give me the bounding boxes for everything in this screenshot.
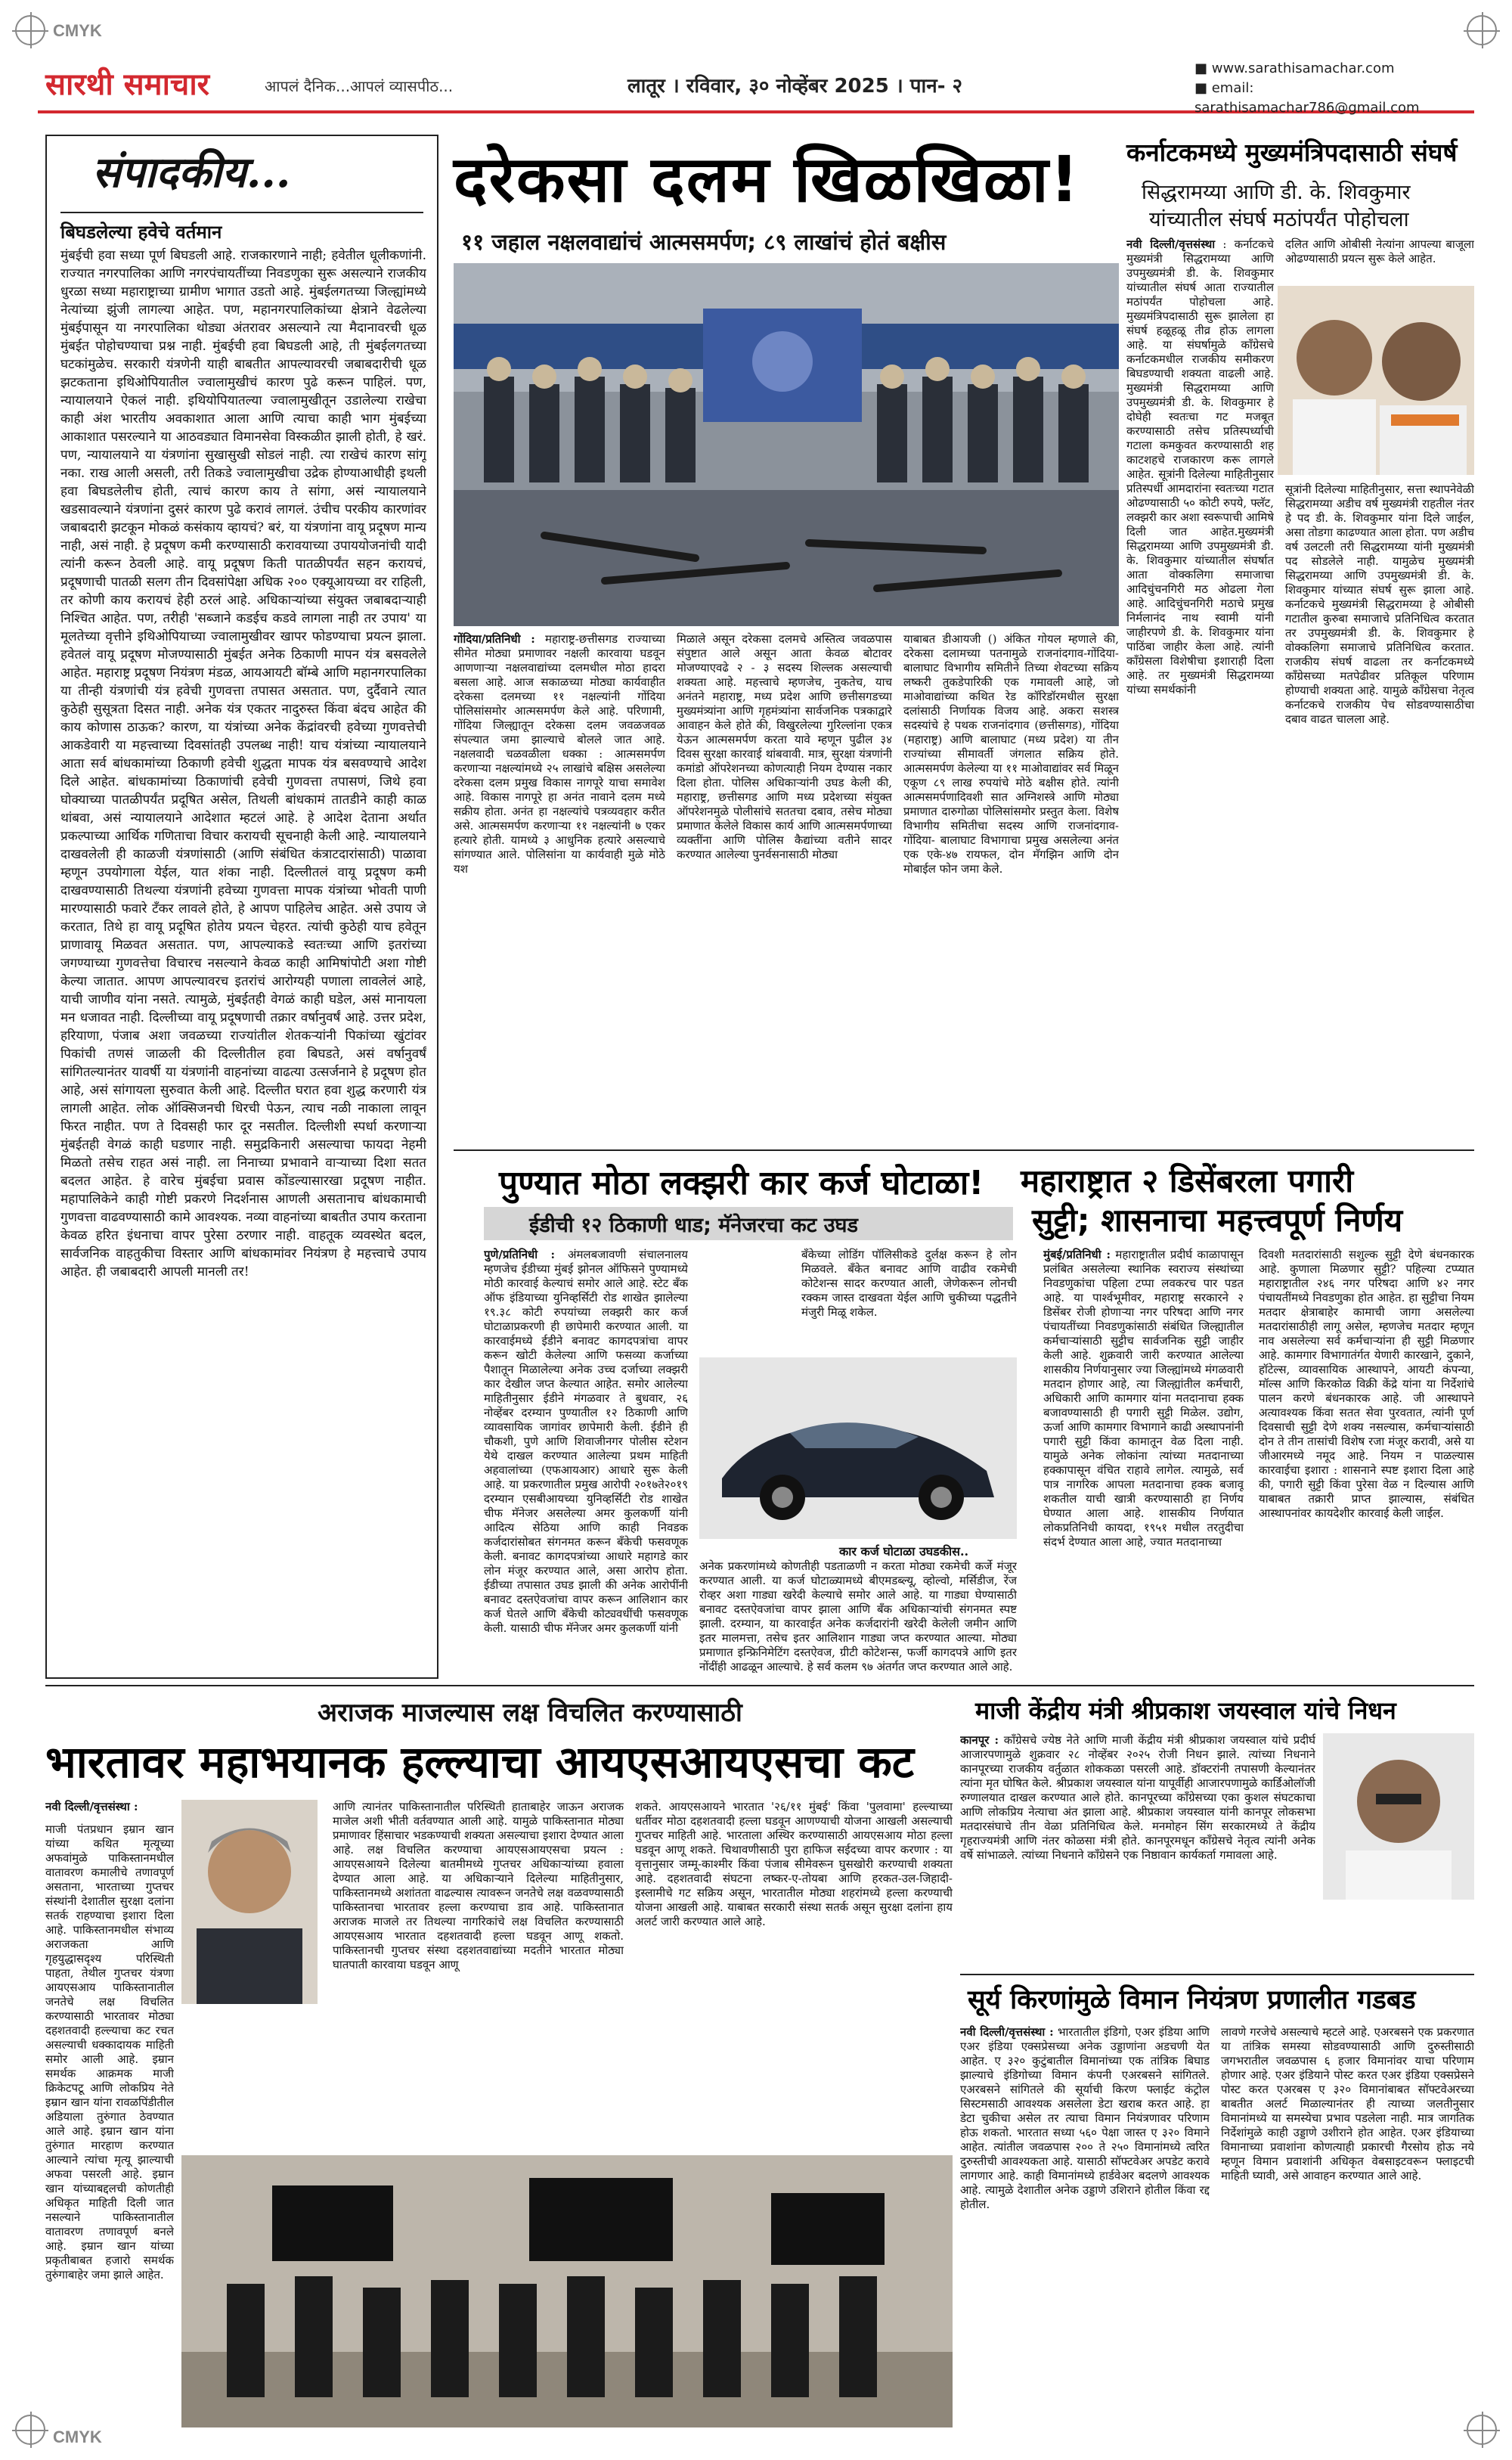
lead-column-3: याबाबत डीआयजी () अंकित गोयल म्हणाले की, दरेकसा दलामच्या पतनामुळे राजनांदगाव-गोंदिया-बालाघाट विभागीय समितीने तिच्या शेवटच्या सक्रिय लष्करी तुकडेपारिकी एक गमावली आहे, जो माओवाद्यांच्या कथित रेड कॉरिडॉरमधील सुरक्षा दलांसाठी निर्णायक विजय आहे. अकरा सशस्त्र सदस्यांचे हे पथक राजनांदगाव (छत्तीसगड), गोंदिया (महाराष्ट्र) आणि बालाघाट (मध्य प्रदेश) या तीन राज्यांच्या सीमावर्ती जंगलात सक्रिय होते. आत्मसमर्पण केलेल्या या ११ माओवाद्यांवर सर्व मिळून एकूण ८९ लाख रुपयांचे मोठे बक्षीस होते. त्यांनी आत्मसमर्पणादिवशी सात अग्निशस्त्रे आणि मोठ्या प्रमाणात दारुगोळा पोलिसांसमोर प्रस्तुत केला. विशेष विभागीय समितीचा सदस्य आणि राजनांदगाव-गोंदिया- बालाघाट विभागाचा प्रमुख असलेल्या अनंत एक एके-४७ रायफल, दोन मॅगझिन आणि दोन मोबाईल फोन जमा केले. (903, 632, 1119, 876)
karnataka-photo (1278, 286, 1474, 475)
isi-headline: भारतावर महाभयानक हल्ल्याचा आयएसआयएसचा कट (45, 1736, 915, 1788)
aviation-byline: नवी दिल्ली/वृत्तसंस्था : (960, 2025, 1054, 2039)
isi-story (45, 1694, 953, 2427)
divider (45, 1685, 1474, 1686)
tagline: आपलं दैनिक...आपलं व्यासपीठ... (265, 77, 454, 95)
pune-headline: पुण्यात मोठा लक्झरी कार कर्ज घोटाळा! (499, 1164, 984, 1202)
holiday-column-1 (1043, 1248, 1244, 1675)
cmyk-mark-top: CMYK (53, 21, 102, 40)
karnataka-subheadline-1: सिद्धरामय्या आणि डी. के. शिवकुमार (1142, 181, 1411, 204)
registration-mark-icon (1467, 15, 1497, 45)
registration-mark-icon (15, 2415, 45, 2445)
pune-subheadline-bar (484, 1207, 1013, 1240)
obit-body-block (960, 1733, 1315, 1960)
aviation-column-2: लावणे गरजेचे असल्याचे म्हटले आहे. एअरबसने एक प्रकरणात या तांत्रिक समस्या सोडवण्यासाठी आणि दुरुस्तीसाठी जगभरातील जवळपास ६ हजार विमानांवर याचा परिणाम होणार आहे. एअर इंडियाने पोस्ट करत एअर इंडिया एक्सप्रेसने पोस्ट करत एअरबस ए ३२० विमानांबाबत सॉफ्टवेअरच्या बाबतीत अलर्ट मिळाल्यानंतर ही त्याच्या जलतीनुसार विमानांमध्ये या समस्येचा प्रभाव पडलेला नाही. मात्र जागतिक निर्देशांमुळे काही उड्डाणे उशीराने होत आहेत. एअर इंडियाच्या विमानाच्या प्रवाशांना कोणत्याही प्रकारची गैरसोय होऊ नये म्हणून विमान प्रवाशांनी अधिकृत वेबसाइटवरून फ्लाइटची माहिती घ्यावी, असे आवाहन करण्यात आले आहे. (1221, 2025, 1474, 2182)
masthead (38, 53, 1474, 116)
pune-column-2: अनेक प्रकरणांमध्ये कोणतीही पडताळणी न करता मोठ्या रकमेची कर्जे मंजूर करण्यात आली. या कर्ज घोटाळ्यामध्ये बीएमडब्ल्यू, व्होल्वो, मर्सिडीज, रेंज रोव्हर अशा गाड्या खरेदी केल्याचे समोर आले आहे. या गाड्या घेण्यासाठी बनावट दस्तऐवजांचा वापर झाला आणि बँक अधिकाऱ्यांची संगनमत स्पष्ट झाली. दरम्यान, या कारवाईत अनेक कर्जदारांनी खरेदी केलेली जमीन आणि इतर मालमत्ता, तसेच इतर आलिशान गाड्या जप्त करण्यात आल्या. मोठ्या प्रमाणात इन्फ्रिनिमेटिंग दस्तऐवज, ग्रीटी कोटेशन्स, फर्जी कागदपत्रे आणि इतर नोंदींही आढळून आल्याचे. हे सर्व कलम ९७ अंतर्गत जप्त करण्यात आले आहे. (699, 1559, 1017, 1673)
obit-story (960, 1694, 1474, 1966)
portrait-photo-icon (181, 1800, 318, 2004)
karnataka-column-2-top: दलित आणि ओबीसी नेत्यांना आपल्या बाजूला ओढण्यासाठी प्रयत्न सुरू केले आहेत. (1285, 237, 1474, 265)
holiday-byline: मुंबई/प्रतिनिधी : (1043, 1248, 1111, 1261)
editorial-headline: बिघडलेल्या हवेचे वर्तमान (60, 222, 222, 243)
divider (454, 1149, 1474, 1151)
lead-photo (454, 263, 1119, 626)
cmyk-mark-bottom: CMYK (53, 2427, 102, 2446)
karnataka-story (1126, 135, 1474, 1140)
aviation-col1-text: भारतातील इंडिगो, एअर इंडिया आणि एअर इंडिया एक्सप्रेसच्या अनेक उड्डाणांना अडचणी येत आहेत. ए ३२० कुटुंबातील विमानांच्या एक तांत्रिक बिघाड झाल्याचे इंडिगोच्या विमान कंपनी एअरबसने सांगितले. एअरबसने सांगितले की सूर्याची किरण फ्लाईट कंट्रोल सिस्टमसाठी आवश्यक असलेला डेटा खराब करत आहे. हा डेटा चुकीचा असेल तर त्याचा विमान नियंत्रणावर परिणाम होऊ शकतो. भारतात सध्या ५६० पेक्षा जास्त ए ३२० विमाने आहेत. त्यांतील जवळपास २०० ते २५० विमानांमध्ये त्वरित दुरुस्तीची आवश्यकता आहे. यासाठी सॉफ्टवेअर अपडेट करावे लागणार आहे. काही विमानांमध्ये हार्डवेअर बदलणे आवश्यक आहे. त्यामुळे देशातील अनेक उड्डाणे उशिराने होतील किंवा रद्द होतील. (960, 2025, 1210, 2211)
aviation-column-1 (960, 2025, 1210, 2426)
aviation-headline: सूर्य किरणांमुळे विमान नियंत्रण प्रणालीत गडबड (968, 1985, 1416, 2015)
brand-name: सारथी समाचार (45, 67, 210, 102)
holiday-col1-text: महाराष्ट्रातील प्रदीर्घ काळापासून प्रलंबित असलेल्या स्थानिक स्वराज्य संस्थांच्या निवडणुकांचा पहिला टप्पा लवकरच पार पडत आहे. या पार्श्वभूमीवर, महाराष्ट्र सरकारने २ डिसेंबर रोजी होणाऱ्या नगर परिषदा आणि नगर पंचायतींच्या निवडणुकांसाठी संबंधित जिल्ह्यातील कर्मचाऱ्यांसाठी सुट्टीच सार्वजनिक सुट्टी जाहीर केली आहे. शुक्रवारी जारी करण्यात आलेल्या शासकीय निर्णयानुसार ज्या जिल्ह्यांमध्ये मंगळवारी मतदान होणार आहे, त्या जिल्ह्यांतील कर्मचारी, अधिकारी आणि कामगार यांना मतदानाचा हक्क बजावण्यासाठी ही पगारी सुट्टी मिळेल. उद्योग, ऊर्जा आणि कामगार विभागाने काढी अस्थापनांनी पगारी सुट्टी किंवा कामातून वेळ दिला नाही. यामुळे अनेक लोकांना त्यांच्या मतदानाच्या हक्कापासून वंचित राहावे लागेल. त्यामुळे, सर्व पात्र नागरिक आपला मतदानाचा हक्क बजावू शकतील याची खात्री करण्यासाठी हा निर्णय घेण्यात आला आहे. शासकीय निर्णयात लोकप्रतिनिधी कायदा, १९५१ मधील तरतुदीचा संदर्भ देण्यात आला आहे, ज्यात मतदानाच्या (1043, 1248, 1244, 1549)
obit-headline: माजी केंद्रीय मंत्री श्रीप्रकाश जयस्वाल यांचे निधन (975, 1696, 1396, 1725)
editorial-box (45, 135, 438, 1679)
karnataka-column-1 (1126, 237, 1274, 1137)
email[interactable]: email: sarathisamachar786@gmail.com (1194, 80, 1420, 116)
isi-photo (181, 2155, 953, 2427)
isi-portrait (181, 1800, 318, 2004)
pune-photo (699, 1357, 1017, 1539)
isi-column-2: आणि त्यानंतर पाकिस्तानातील परिस्थिती हाताबाहेर जाऊन अराजक माजेल अशी भीती वर्तवण्यात आली आहे. यामुळे पाकिस्तानात मोठ्या प्रमाणावर हिंसाचार भडकण्याची शक्यता असल्याचा इशारा देण्यात आला आहे. लक्ष विचलित करण्याचा आयएसआयएसचा प्रयत्न : आयएसआयने दिलेल्या बातमीमध्ये गुप्तचर अधिकाऱ्यांच्या हवाला देण्यात आला आहे. या अधिकाऱ्याने दिलेल्या माहितीनुसार, पाकिस्तानमध्ये अशांतता वाढल्यास त्यावरून जनतेचे लक्ष वळवण्यासाठी पाकिस्तानचा भारतावर हल्ला करण्याचा डाव आहे. पाकिस्तानात अराजक माजले तर तिथल्या नागरिकांचे लक्ष विचलित करण्यासाठी आयएसआय भारतात दहशतवादी हल्ला घडवून आणू शकतो. पाकिस्तानची गुप्तचर संस्था दहशतवाद्यांच्या मदतीने भारतात मोठ्या घातपाती कारवाया घडवून आणू (333, 1800, 624, 1971)
portrait-photo-icon (1323, 1733, 1474, 1900)
contact-block (1194, 59, 1474, 118)
portrait-photo-icon (1278, 286, 1474, 475)
mail-icon: ■ (1194, 80, 1212, 96)
isi-byline: नवी दिल्ली/वृत्तसंस्था : (45, 1800, 138, 1813)
lead-byline: गोंदिया/प्रतिनिधी : (454, 632, 535, 646)
lead-headline: दरेकसा दलम खिळखिळा! (454, 142, 1080, 216)
pune-image-caption: कार कर्ज घोटाळा उघडकीस.. (839, 1544, 969, 1559)
registration-mark-icon (15, 15, 45, 45)
isi-kicker: अराजक माजल्यास लक्ष विचलित करण्यासाठी (318, 1698, 742, 1728)
karnataka-column-2: सूत्रांनी दिलेल्या माहितीनुसार, सत्ता स्थापनेवेळी सिद्धरामय्या अडीच वर्ष मुख्यमंत्री राहतील नंतर हे पद डी. के. शिवकुमार यांना दिले जाईल, असा तोडगा काढण्यात आला होता. पण अडीच वर्ष उलटली तरी सिद्धरामय्या यांनी मुख्यमंत्री पद सोडलेले नाही. यामुळेच मुख्यमंत्री सिद्धरामय्या आणि उपमुख्यमंत्री डी. के. शिवकुमार यांच्यात संघर्ष सुरू झाला आहे. कर्नाटकचे मुख्यमंत्री सिद्धरामय्या हे ओबीसी गटातील कुरुबा समाजाचे प्रतिनिधित्व करतात तर उपमुख्यमंत्री डी. के. शिवकुमार हे वोक्कलिगा समाजाचे प्रतिनिधित्व करतात. राजकीय संघर्ष वाढला तर कर्नाटकमध्ये काँग्रेसच्या मतपेढीवर प्रतिकूल परिणाम होण्याची शक्यता आहे. यामुळे काँग्रेसचा नेतृत्व कर्नाटकचे राजकीय पेच सोडवण्यासाठीचा दबाव वाढत चालला आहे. (1285, 482, 1474, 726)
karnataka-byline: नवी दिल्ली/वृत्तसंस्था (1126, 237, 1216, 251)
camera-photo-icon (454, 263, 1119, 626)
lead-column-2: मिळाले असून दरेकसा दलमचे अस्तित्व जवळपास संपुष्टात आले असून आता केवळ बोटावर मोजण्याएवढे २ - ३ सदस्य शिल्लक असल्याची शक्यता आहे. महत्त्वाचे म्हणजेच, नुकतेच, याच अनंतने महाराष्ट्र, मध्य प्रदेश आणि छत्तीसगडच्या मुख्यमंत्र्यांना आणि गृहमंत्र्यांना सार्वजनिक पत्रकाद्वारे आवाहन केले होते की, विखुरलेल्या गुरिल्लांना एकत्र येऊन आत्मसमर्पण करता यावे म्हणून पुढील ३४ दिवस सुरक्षा कारवाई थांबवावी. मात्र, सुरक्षा यंत्रणांनी कमांडो ऑपरेशनच्या कोणत्याही नियम देण्यास नकार दिला होता. पोलिस अधिकाऱ्यांनी उघड केली की, महाराष्ट्र, छत्तीसगड आणि मध्य प्रदेशच्या संयुक्त ऑपरेशनमुळे पोलीसांचे सततचा दबाव, तसेच मोठ्या प्रमाणात केलेले विकास कार्य आणि आत्मसमर्पणाच्या व्यक्तींना आणि पोलिस कैद्यांच्या वतीने सादर करण्यात आलेल्या पुनर्वसनासाठी मोठ्या (677, 632, 892, 861)
holiday-headline-2: सुट्टी; शासनाचा महत्त्वपूर्ण निर्णय (1032, 1202, 1403, 1239)
pune-column-2-top: बँकेच्या लोडिंग पॉलिसीकडे दुर्लक्ष करून हे लोन मिळवले. बँकेत बनावट आणि वाढीव रकमेची कोटेशन्स सादर करण्यात आली, जेणेकरून लोनची रक्कम जास्त दाखवता येईल आणि चुकीच्या पद्धतीने मंजुरी मिळू शकेल. (801, 1248, 1017, 1319)
divider (60, 212, 423, 213)
obit-body: काँग्रेसचे ज्येष्ठ नेते आणि माजी केंद्रीय मंत्री श्रीप्रकाश जयस्वाल यांचे प्रदीर्घ आजारपणामुळे शुक्रवार २८ नोव्हेंबर २०२५ रोजी निधन झाले. त्यांच्या निधनाने कानपूरच्या राजकीय वर्तुळात शोककळा पसरली आहे. डॉक्टरांनी तपासणी केल्यानंतर त्यांना मृत घोषित केले. श्रीप्रकाश जयस्वाल यांना यापूर्वीही आजारपणामुळे कार्डिओलॉजी रुग्णालयात दाखल करण्यात आले होते. कानपूरच्या काँग्रेसच्या एका कुशल संघटकाचा आणि लोकप्रिय नेत्याचा अंत झाला आहे. श्रीप्रकाश जयस्वाल यांनी कानपूर लोकसभा मतदारसंघाचे तीन वेळा प्रतिनिधित्व केले. मनमोहन सिंग सरकारमध्ये ते केंद्रीय गृहराज्यमंत्री आणि नंतर कोळसा मंत्री होते. कानपूरमधून काँग्रेसचे नेतृत्व त्यांनी अनेक वर्षे सांभाळले. त्यांच्या निधनाने काँग्रेसने एक निष्ठावान कार्यकर्ता गमावला आहे. (960, 1733, 1315, 1862)
dateline: लातूर । रविवार, ३० नोव्हेंबर 2025 । पान- २ (627, 75, 963, 98)
obit-portrait (1323, 1733, 1474, 1900)
lead-subheadline: ११ जहाल नक्षलवाद्यांचं आत्मसमर्पण; ८९ लाखांचं होतं बक्षीस (461, 229, 947, 255)
karnataka-subheadline-2: यांच्यातील संघर्ष मठांपर्यंत पोहोचला (1149, 208, 1409, 231)
karnataka-col1-text: : कर्नाटकचे मुख्यमंत्री सिद्धरामय्या आणि उपमुख्यमंत्री डी. के. शिवकुमार यांच्यातील संघर्ष आता राज्यातील मठांपर्यंत पोहोचला आहे. मुख्यमंत्रिपदासाठी सुरू झालेला हा संघर्ष हळूहळू तीव्र होऊ लागला आहे. या संघर्षामुळे काँग्रेसचे कर्नाटकमधील राजकीय समीकरण बिघडण्याची शक्यता वाढली आहे. मुख्यमंत्री सिद्धरामय्या आणि उपमुख्यमंत्री डी. के. शिवकुमार हे दोघेही स्वतःचा गट मजबूत करण्यासाठी तसेच प्रतिस्पर्ध्याची गटाला कमकुवत करण्यासाठी शह काटशहचे राजकारण करू लागले आहेत. सूत्रांनी दिलेल्या माहितीनुसार प्रतिस्पर्धी आमदारांना स्वतःच्या गटात ओढण्यासाठी ५० कोटी रुपये, फ्लॅट, लक्झरी कार अशा स्वरूपाची आमिषे दिली जात आहेत.मुख्यमंत्री सिद्धरामय्या आणि उपमुख्यमंत्री डी. के. शिवकुमार यांच्यातील संघर्षात आता वोक्कलिगा समाजाचा आदिचुंचनगिरी मठ ओढला गेला आहे. आदिचुंचनगिरी मठाचे प्रमुख निर्मलानंद नाथ स्वामी यांनी जाहीरपणे डी. के. शिवकुमार यांना पाठिंबा जाहीर केला आहे. त्यांनी काँग्रेसला विशेषीचा इशाराही दिला आहे. तर मुख्यमंत्री सिद्धरामय्या यांच्या समर्थकांनी (1126, 237, 1274, 696)
karnataka-headline: कर्नाटकमध्ये मुख्यमंत्रिपदासाठी संघर्ष (1126, 138, 1458, 167)
lead-col1-text: महाराष्ट्र-छत्तीसगड राज्याच्या सीमेत मोठ्या प्रमाणावर नक्षली कारवाया घडवून आणणाऱ्या नक्षलवाद्यांच्या दलमधील मोठा हादरा बसला आहे. आज सकाळच्या मोठ्या कार्यवाहीत दरेकसा दलमच्या ११ नक्षल्यांनी गोंदिया पोलिसांसमोर आत्मसमर्पण केले आहे. परिणामी, गोंदिया जिल्ह्यातून दरेकसा दलम जवळजवळ संपल्यात जमा झाल्याचे बोलले जात आहे. नक्षलवादी चळवळीला धक्का : आत्मसमर्पण करणाऱ्या नक्षल्यांमध्ये २५ लाखांचे बक्षिस असलेल्या दरेकसा दलम प्रमुख विकास नागपूरे याचा समावेश आहे. विकास नागपूरे हा अनंत नावाने दलम मध्ये सक्रीय होता. अनंत हा नक्षल्यांचे पत्रव्यवहार करीत असे. आत्मसमर्पण करणाऱ्या ११ नक्षल्यांनी ७ एकर हत्यारे होती. यामध्ये ३ आधुनिक हत्यारे असल्याचे सांगण्यात आले. पोलिसांना या कार्यवाही मुळे मोठे यश (454, 632, 665, 876)
holiday-headline-1: महाराष्ट्रात २ डिसेंबरला पगारी (1021, 1162, 1354, 1199)
car-photo-icon (699, 1357, 1017, 1539)
aviation-story (960, 1981, 1474, 2427)
flag-photo-icon (181, 2155, 953, 2427)
isi-column-3: शकते. आयएसआयने भारतात '२६/११ मुंबई' किंवा 'पुलवामा' हल्ल्याच्या धर्तीवर मोठा दहशतवादी हल्ला घडवून आणण्याची योजना आखली असल्याची गुप्तचर माहिती आहे. भारताला अस्थिर करण्यासाठी आयएसआय मोठा हल्ला घडवून आणू शकते. चिथावणीसाठी पुरा हाफिज सईदच्या वापर करणार : या वृत्तानुसार जम्मू-काश्मीर किंवा पंजाब सीमेवरून घुसखोरी करण्याची शक्यता आहे. दहशतवादी संघटना लष्कर-ए-तोयबा आणि हरकत-उल-जिहादी-इस्लामीचे गट सक्रिय असून, भारतातील मोठ्या शहरांमध्ये हल्ला करण्याची योजना आखली आहे. याबाबत सरकारी संस्था सतर्क असून सुरक्षा दलांना हाय अलर्ट जारी करण्यात आले आहे. (635, 1800, 953, 1928)
pune-col1-text: अंमलबजावणी संचालनालय म्हणजेच ईडीच्या मुंबई झोनल ऑफिसने पुण्यामध्ये मोठी कारवाई केल्याचं समोर आले आहे. स्टेट बँक ऑफ इंडियाच्या युनिव्हर्सिटी रोड शाखेत झालेल्या १९.३८ कोटी रुपयांच्या लक्झरी कार कर्ज घोटाळाप्रकरणी ही छापेमारी करण्यात आली. या कारवाईमध्ये ईडीने बनावट कागदपत्रांचा वापर करून खोटी केलेल्या आणि फसव्या कर्जाच्या पैशातून मिळालेल्या अनेक उच्च दर्जाच्या लक्झरी कार देखील जप्त केल्यात आहेत. समोर आलेल्या माहितीनुसार ईडीने मंगळवार ते बुधवार, २६ नोव्हेंबर दरम्यान पुण्यातील १२ ठिकाणी आणि व्यावसायिक जागांवर छापेमारी केली. ईडीने ही चौकशी, पुणे आणि शिवाजीनगर पोलीस स्टेशन येथे दाखल करण्यात आलेल्या प्रथम माहिती अहवालांच्या (एफआयआर) आधारे सुरू केली आहे. या प्रकरणातील प्रमुख आरोपी २०१७ते२०१९ दरम्यान एसबीआयच्या युनिव्हर्सिटी रोड शाखेत चीफ मॅनेजर असलेल्या अमर कुलकर्णी यांनी आदित्य सेठिया आणि काही निवडक कर्जदारांसोबत संगनमत करून बँकेची फसवणूक केली. बनावट कागदपत्रांच्या आधारे महागडे कार लोन मंजूर करण्यात आले, असा आरोप होता. ईडीच्या तपासात उघड झाली की अनेक आरोपींनी बनावट दस्तऐवजांचा वापर करून आलिशान कार कर्ज घेतले आणि बँकेची कोट्यवधींची फसवणूक केली. यासाठी चीफ मॅनेजर अमर कुलकर्णी यांनी (484, 1248, 688, 1635)
isi-column-1: माजी पंतप्रधान इम्रान खान यांच्या कथित मृत्यूच्या अफवांमुळे पाकिस्तानमधील वातावरण कमालीचे तणावपूर्ण असताना, भारताच्या गुप्तचर संस्थांनी देशातील सुरक्षा दलांना सतर्क राहण्याचा इशारा दिला आहे. पाकिस्तानमधील संभाव्य अराजकता आणि गृहयुद्धासदृश्य परिस्थिती पाहता, तेथील गुप्तचर यंत्रणा आयएसआय पाकिस्तानातील जनतेचे लक्ष विचलित करण्यासाठी भारतावर मोठ्या दहशतवादी हल्ल्याचा कट रचत असल्याची धक्कादायक माहिती समोर आली आहे. इम्रान समर्थक आक्रमक माजी क्रिकेटपटू आणि लोकप्रिय नेते इम्रान खान यांना रावळपिंडीतील अडियाला तुरुंगात ठेवण्यात आले आहे. इम्रान खान यांना तुरुंगात मारहाण करण्यात आल्याने त्यांचा मृत्यू झाल्याची अफवा पसरली आहे. इम्रान खान यांच्याबद्दलची कोणतीही अधिकृत माहिती दिली जात नसल्याने पाकिस्तानातील वातावरण तणावपूर्ण बनले आहे. इम्रान खान यांच्या प्रकृतीबाबत हजारो समर्थक तुरुंगाबाहेर जमा झाले आहेत. (45, 1823, 174, 2282)
divider (960, 1974, 1474, 1975)
lead-column-1 (454, 632, 665, 1139)
holiday-column-2: दिवशी मतदारांसाठी सशुल्क सुट्टी देणे बंधनकारक आहे. कुणाला मिळणार सुट्टी? पहिल्या टप्प्यात महाराष्ट्रातील २४६ नगर परिषदा आणि ४२ नगर पंचायतींमध्ये निवडणुका होत आहेत. हा सुट्टीचा नियम मतदार क्षेत्राबाहेर कामाची जागा असलेल्या मतदारांसाठीही लागू असेल, म्हणजेच मतदार म्हणून नाव असलेल्या सर्व कर्मचाऱ्यांना ही सुट्टी मिळणार आहे. कामगार विभागातंर्गत येणारी कारखाने, दुकाने, हॉटेल्स, व्यावसायिक आस्थापने, आयटी कंपन्या, मॉल्स आणि किरकोळ विक्री केंद्रे यांना या निर्देशांचे पालन करणे बंधनकारक आहे. जी आस्थापने अत्यावश्यक किंवा सतत सेवा पुरवतात, त्यांनी पूर्ण दिवसाची सुट्टी देणे शक्य नसल्यास, कर्मचाऱ्यांसाठी दोन ते तीन तासांची विशेष रजा मंजूर करावी, असे या जीआरमध्ये नमूद आहे. नियम न पाळल्यास कारवाईचा इशारा : शासनाने स्पष्ट इशारा दिला आहे की, पगारी सुट्टी किंवा पुरेसा वेळ न दिल्यास आणि याबाबत तक्रारी प्राप्त झाल्यास, संबंधित आस्थापनांवर कायदेशीर कारवाई केली जाईल. (1259, 1248, 1474, 1520)
website[interactable]: www.sarathisamachar.com (1211, 60, 1395, 76)
globe-icon: ■ (1194, 60, 1212, 76)
editorial-section-title: संपादकीय... (92, 147, 291, 197)
pune-byline: पुणे/प्रतिनिधी : (484, 1248, 556, 1261)
pune-subheadline: ईडीची १२ ठिकाणी धाड; मॅनेजरचा कट उघड (529, 1214, 858, 1237)
pune-column-1 (484, 1248, 688, 1675)
editorial-body: मुंबईची हवा सध्या पूर्ण बिघडली आहे. राजकारणाने नाही; हवेतील धूलीकणांनी. राज्यात नगरपालिका आणि नगरपंचायतींच्या निवडणुका सुरू असल्याने राजकीय धुरळा सध्या महाराष्ट्राच्या ग्रामीण भागात उडतो आहे. मुंबईलगतच्या जिल्ह्यांमध्ये नेत्यांच्या झुंजी लागल्या आहेत. पण, महानगरपालिकांच्या क्षेत्राने वेढलेल्या मुंबईपासून या नगरपालिका थोड्या अंतरावर असल्याने त्या मैदानावरची धूळ मुंबईत पोहोचण्याचा प्रश्न नाही. मुंबईची हवा बिघडली आहे, ती मुंबईलगतच्या घटकांमुळेच. सरकारी यंत्रणेनी याही बाबतीत आपल्यावरची जबाबदारीची धूळ झटकताना इथिओपियातील ज्वालामुखीचं कारण पुढे करून पाहिलं. पण, न्यायालयाने ऐकलं नाही. इथियोपियातल्या ज्वालामुखीतून उडालेल्या राखेचा काही अंश भारतीय अवकाशात आला आणि त्याचा काही भाग मुंबईच्या आकाशात पसरल्याने या आठवड्यात विमानसेवा विस्कळीत झाली होती, हे खरं. पण, न्यायालयाने या यंत्रणांना सुखासुखी सोडलं नाही. त्या राखेचं कारण सांगू नका. राख आली असली, तरी तिकडे ज्वालामुखीचा उद्रेक होण्याआधीही इथली हवा बिघडलेलीच होती, त्याचं कारण काय ते सांगा, असं न्यायालयाने खडसावल्याने यंत्रणांना दुसरं कारण पुढे करावं लागलं. उंचीच परकीय कारणांवर जबाबदारी झटकून मोकळं कसंकाय व्हायचं? बरं, या यंत्रणांना वायू प्रदूषण मान्य नाही, असं नाही. हे प्रदूषण कमी करण्यासाठी करावयाच्या उपाययोजनांची यादी त्यांनी करून ठेवली आहे. वायू प्रदूषण किती पातळीपर्यंत सहन करायचं, प्रदूषणाची पातळी सलग तीन दिवसांपेक्षा अधिक २०० एक्यूआयच्या वर राहिली, तर कोणी काय करायचं हेही ठरलं आहे. अधिकाऱ्यांच्या संयुक्त जबाबदाऱ्याही निश्चित आहेत. पण, तरीही 'सब्जाने कडईच कडवे लागला नाही तर उपाय' या मूलतेच्या वृत्तीने इथिओपियाच्या ज्वालामुखीवर खापर फोडण्याचा प्रयत्न झाला. हवेतलं वायू प्रदूषण मोजण्यासाठी मुंबईत अनेक ठिकाणी मापन यंत्र बसवलेले आहेत. महाराष्ट्र प्रदूषण नियंत्रण मंडळ, आयआयटी बॉम्बे आणि महानगरपालिका या तीन्ही यंत्रणांची यंत्र हवेची गुणवत्ता तपासत असतात. पण, दुर्दैवाने त्यात कुठेही सुसूत्रता दिसत नाही. अनेक यंत्र एकतर नादुरुस्त किंवा बंदच आहेत की काय कोणास ठाऊक? कारण, या यंत्रांच्या अनेक केंद्रांवरची हवेच्या गुणवत्तेची आकडेवारी या महत्त्वाच्या दिवसांतही उपलब्ध नाही! याच यंत्रांच्या न्यायालयाने आता सर्व बांधकामांच्या ठिकाणी हवेची शुद्धता मापक यंत्र बसवण्याचे आदेश दिले आहेत. बांधकामांच्या ठिकाणांची हवेची गुणवत्ता तपासणं, जिथे हवा घोक्याच्या पातळीपर्यंत प्रदूषित असेल, तिथली बांधकामं तातडीने काही काळ थांबवा, असं न्यायालयाने आदेशात म्हटलं आहे. हे आदेश देताना अर्थात प्रकल्पाच्या आर्थिक गणिताचा विचार करायची सूचनाही केली आहे. न्यायालयाने दाखवलेली ही काळजी यंत्रणांसाठी (आणि संबंधित कंत्राटदारांसाठी) पाळावा म्हणून उपयोगाला येईल, यात शंका नाही. दिल्लीतलं वायू प्रदूषण कमी दाखवण्यासाठी तिथल्या यंत्रणांनी हवेच्या गुणवत्ता मापक यंत्रांच्या भोवती पाणी मारण्यासाठी फवारे टँकर लावले होते, हे आपण पाहिलेच आहेत. असे उपाय जे करतात, तिथे हा वायू प्रदूषित होतेय प्रयत्न चेहरत. त्यांची कुठेही याच हवेतून प्राणावायू मिळवत असतात. पण, आपल्याकडे स्वतःच्या आणि इतरांच्या जगण्याच्या गुणवत्तेचा विचारच नसल्याने केवळ काही आमिषांपोटी अशा गोष्टी केल्या जातात. आपण आपल्यावरच इतरांचं आरोग्यही पणाला लावलेलं आहे, याची जाणीव यांना नसते. त्यामुळे, मुंबईतही वेगळं काही घडेल, असं मानायला मन धजावत नाही. दिल्लीच्या वायू प्रदूषणाची तक्रार वर्षानुवर्षं आहे. उत्तर प्रदेश, हरियाणा, पंजाब अशा जवळच्या राज्यांतील शेतकऱ्यांनी पिकांच्या खुंटांवर पिकांची तणसं जाळली की दिल्लीतील हवा बिघडते, असं वर्षानुवर्षं सांगितल्यानंतर यावर्षी या यंत्रणांनी वाहनांच्या वाढत्या उत्सर्जनाने हे प्रदूषण होत आहे, असं सांगायला सुरुवात केली आहे. दिल्लीत घरात हवा शुद्ध करणारी यंत्र लागली आहेत. लोक ऑक्सिजनची धिरची पेऊन, त्याच नळी नाकाला लावून फिरत नाहीत. पण ते दिवसही फार दूर नसतील. दिल्लीशी स्पर्धा करणाऱ्या मुंबईतही वेगळं काही घडणार नाही. समुद्रकिनारी असल्याचा फायदा नेहमी मिळतो तसेच राहत असं नाही. ला निनाच्या प्रभावाने वाऱ्याच्या दिशा सतत बदलत आहेत. हे वारेच मुंबईचा प्रवास कोंडल्यासारखा प्रदूषण नाहीत. महापालिकेने काही गोष्टी प्रकरणे निदर्शनास आणली असतानाच बांधकामाची गुणवत्ता वाढवण्यासाठी कामे आवश्यक. नव्या वाहनांच्या बाबतीत उपाय करताना केवळ हरित इंधनाचा वापर पुरेसा ठरणार नाही. वाहतूक व्यवस्थेत बदल, सार्वजनिक वाहतुकीचा विस्तार आणि बांधकामांवर नियंत्रण हे महत्त्वाचे उपाय आहेत. ही जबाबदारी आपली मानली तर! (60, 248, 426, 1280)
obit-byline: कानपूर : (960, 1733, 999, 1747)
